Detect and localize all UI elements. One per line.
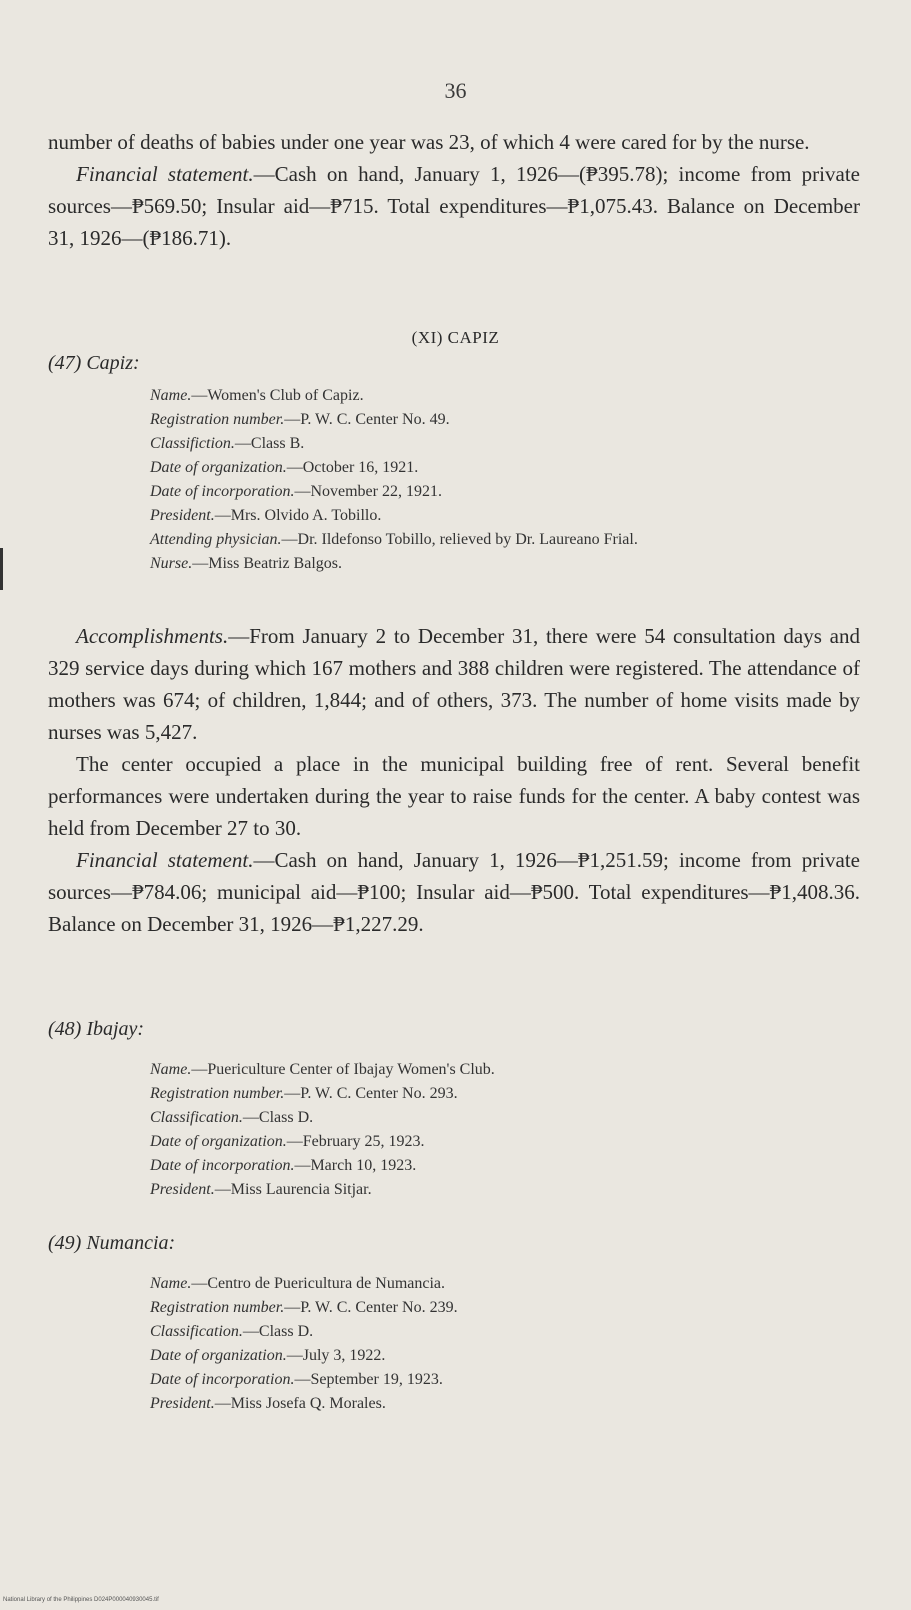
detail-value: —Miss Laurencia Sitjar. xyxy=(214,1181,372,1198)
accomplishments-paragraph xyxy=(48,620,860,748)
accomplishments-text: —From January 2 to December 31, there were 54 consultation days and 329 service days during which 167 mothers and 388 children were registered. The attendance of mothers was 674; of children, 1,844; and of others, 373. The number of home visits made by nurses was 5,427. xyxy=(48,624,860,744)
detail-row xyxy=(150,432,855,456)
entry-number: (49) xyxy=(48,1232,82,1254)
detail-row xyxy=(150,384,855,408)
detail-value: —Miss Josefa Q. Morales. xyxy=(214,1395,386,1412)
financial-text: —Cash on hand, January 1, 1926—₱1,251.59; income from private sources—₱784.06; municipal aid—₱100; Insular aid—₱500. Total expenditures—₱1,408.36. Balance on December 31, 1926—₱1,227.29. xyxy=(48,848,861,936)
detail-row xyxy=(150,504,855,528)
detail-value: —Class D. xyxy=(242,1323,314,1340)
detail-row xyxy=(150,1368,855,1392)
detail-value: —Women's Club of Capiz. xyxy=(191,387,364,404)
detail-row xyxy=(150,1082,855,1106)
entry-heading-48 xyxy=(48,1018,144,1041)
detail-row xyxy=(150,1058,855,1082)
detail-row xyxy=(150,1344,855,1368)
center-paragraph: The center occupied a place in the municipal building free of rent. Several benefit performances were undertaken during the year to raise funds for the center. A baby contest was held from December 27 to 30. xyxy=(48,752,860,840)
detail-key: Registration number. xyxy=(150,1299,285,1316)
entry-48-details xyxy=(150,1058,855,1202)
detail-key: Classifiction. xyxy=(150,435,235,452)
detail-row xyxy=(150,1392,855,1416)
detail-value: —March 10, 1923. xyxy=(294,1157,417,1174)
detail-key: Nurse. xyxy=(150,555,193,572)
detail-row xyxy=(150,552,855,576)
entry-number: (48) xyxy=(48,1018,82,1040)
detail-value: —November 22, 1921. xyxy=(294,483,442,500)
financial-text: —Cash on hand, January 1, 1926—(₱395.78); income from private sources—₱569.50; Insular aid—₱715. Total expenditures—₱1,075.43. Balance on December 31, 1926—(₱186.71). xyxy=(48,162,860,250)
detail-key: President. xyxy=(150,1181,215,1198)
detail-key: Name. xyxy=(150,1061,192,1078)
entry-town: Ibajay: xyxy=(86,1018,145,1040)
detail-key: Name. xyxy=(150,387,192,404)
detail-row xyxy=(150,528,855,552)
detail-value: —February 25, 1923. xyxy=(286,1133,425,1150)
detail-row xyxy=(150,408,855,432)
intro-text xyxy=(48,126,860,254)
detail-value: —July 3, 1922. xyxy=(286,1347,386,1364)
detail-row xyxy=(150,480,855,504)
entry-47-text xyxy=(48,620,860,940)
financial-label: Financial statement. xyxy=(76,848,254,872)
detail-key: Date of organization. xyxy=(150,1133,287,1150)
detail-key: Classification. xyxy=(150,1109,243,1126)
detail-key: President. xyxy=(150,1395,215,1412)
financial-label: Financial statement. xyxy=(76,162,254,186)
entry-number: (47) xyxy=(48,352,82,374)
detail-value: —October 16, 1921. xyxy=(286,459,419,476)
entry-town: Capiz: xyxy=(86,352,140,374)
detail-key: Attending physician. xyxy=(150,531,282,548)
detail-key: Name. xyxy=(150,1275,192,1292)
detail-key: Date of incorporation. xyxy=(150,1371,295,1388)
detail-row xyxy=(150,1154,855,1178)
accomplishments-label: Accomplishments. xyxy=(76,624,229,648)
intro-paragraph: number of deaths of babies under one year was 23, of which 4 were cared for by the nurse. xyxy=(48,130,810,154)
detail-row xyxy=(150,1320,855,1344)
detail-row xyxy=(150,1130,855,1154)
detail-value: —P. W. C. Center No. 49. xyxy=(284,411,450,428)
detail-key: Registration number. xyxy=(150,1085,285,1102)
detail-row xyxy=(150,1272,855,1296)
entry-town: Numancia: xyxy=(86,1232,176,1254)
detail-key: Date of incorporation. xyxy=(150,1157,295,1174)
entry-47-details xyxy=(150,384,855,576)
detail-value: —Centro de Puericultura de Numancia. xyxy=(191,1275,446,1292)
detail-value: —P. W. C. Center No. 293. xyxy=(284,1085,458,1102)
detail-value: —Mrs. Olvido A. Tobillo. xyxy=(214,507,382,524)
detail-value: —Puericulture Center of Ibajay Women's Club. xyxy=(191,1061,495,1078)
detail-value: —Class D. xyxy=(242,1109,314,1126)
entry-heading-47 xyxy=(48,352,140,375)
entry-heading-49 xyxy=(48,1232,175,1255)
detail-row xyxy=(150,1178,855,1202)
detail-row xyxy=(150,456,855,480)
financial-paragraph xyxy=(48,844,860,940)
detail-value: —Class B. xyxy=(234,435,305,452)
detail-row xyxy=(150,1106,855,1130)
detail-value: —Miss Beatriz Balgos. xyxy=(192,555,342,572)
binding-edge-mark xyxy=(0,548,3,590)
entry-49-details xyxy=(150,1272,855,1416)
intro-financial-paragraph xyxy=(48,158,860,254)
detail-key: Date of organization. xyxy=(150,459,287,476)
detail-value: —Dr. Ildefonso Tobillo, relieved by Dr. Laureano Frial. xyxy=(281,531,638,548)
detail-row xyxy=(150,1296,855,1320)
detail-value: —September 19, 1923. xyxy=(294,1371,443,1388)
detail-key: Date of organization. xyxy=(150,1347,287,1364)
detail-value: —P. W. C. Center No. 239. xyxy=(284,1299,458,1316)
detail-key: Classification. xyxy=(150,1323,243,1340)
section-heading: (XI) CAPIZ xyxy=(411,328,500,347)
detail-key: President. xyxy=(150,507,215,524)
detail-key: Date of incorporation. xyxy=(150,483,295,500)
page-number: 36 xyxy=(444,78,467,103)
detail-key: Registration number. xyxy=(150,411,285,428)
scan-footer: National Library of the Philippines D024P000040930045.tif xyxy=(3,1597,159,1603)
